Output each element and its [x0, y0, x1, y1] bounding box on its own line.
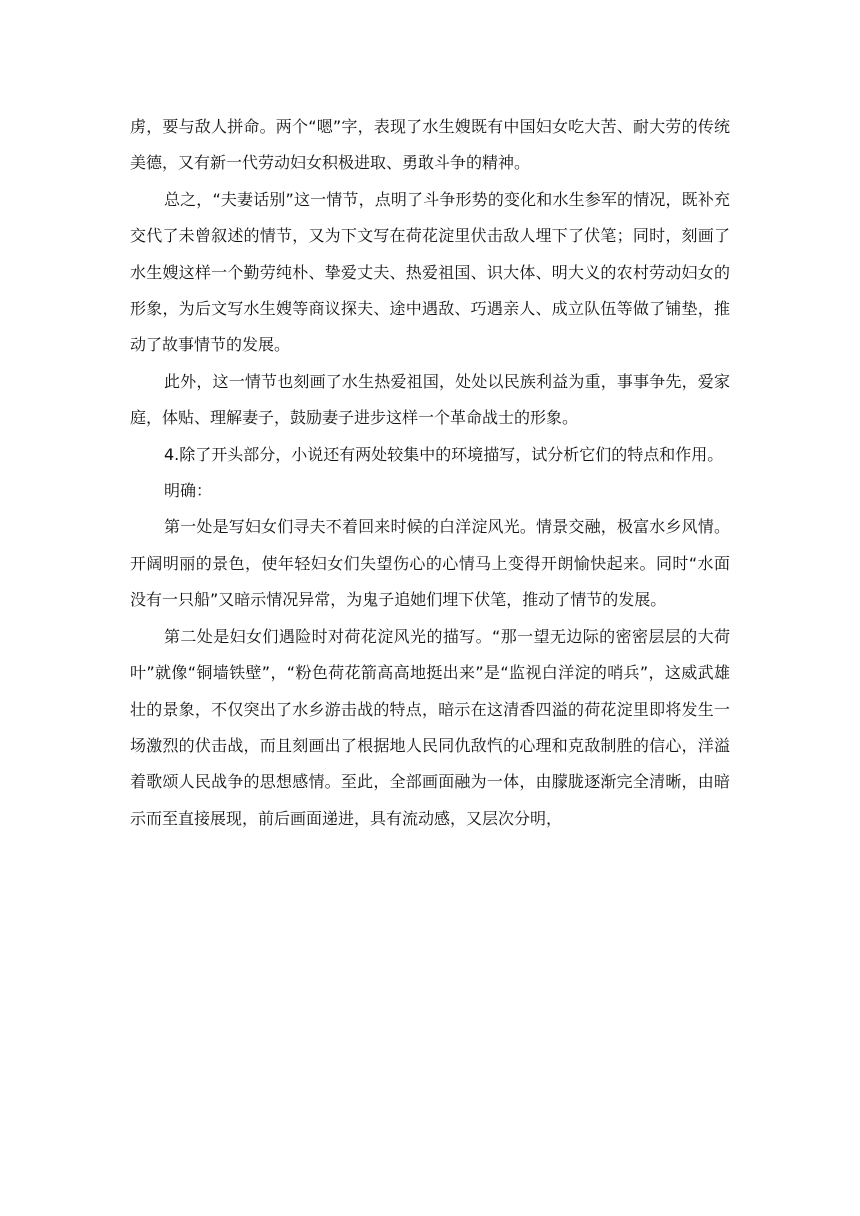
paragraph-second-scene: 第二处是妇女们遇险时对荷花淀风光的描写。“那一望无边际的密密层层的大荷叶”就像“铜墙铁壁”，“粉色荷花箭高高地挺出来”是“监视白洋淀的哨兵”，这威武雄壮的景象，不仅突出了水乡游击战的特点，暗示在这清香四溢的荷花淀里即将发生一场激烈的伏击战，而且刻画出了根据地人民同仇敌忾的心理和克敌制胜的信心，洋溢着歌颂人民战争的思想感情。至此，全部画面融为一体，由朦胧逐渐完全清晰，由暗示而至直接展现，前后画面递进，具有流动感，又层次分明，	[130, 626, 730, 828]
question-4: 4.除了开头部分，小说还有两处较集中的环境描写，试分析它们的特点和作用。	[164, 444, 724, 464]
paragraph-first-scene: 第一处是写妇女们寻夫不着回来时候的白洋淀风光。情景交融，极富水乡风情。开阔明丽的景色，使年轻妇女们失望伤心的心情马上变得开朗愉快起来。同时“水面没有一只船”又暗示情况异常，为鬼子追她们埋下伏笔，推动了情节的发展。	[130, 517, 730, 610]
paragraph-continuation: 虏，要与敌人拼命。两个“嗯”字，表现了水生嫂既有中国妇女吃大苦、耐大劳的传统美德，又有新一代劳动妇女积极进取、勇敢斗争的精神。	[130, 117, 730, 173]
paragraph-shuisheng-image: 此外，这一情节也刻画了水生热爱祖国，处处以民族利益为重，事事争先，爱家庭，体贴、理解妻子，鼓励妻子进步这样一个革命战士的形象。	[130, 371, 730, 428]
paragraph-summary: 总之，“夫妻话别”这一情节，点明了斗争形势的变化和水生参军的情况，既补充交代了未曾叙述的情节，又为下文写在荷花淀里伏击敌人埋下了伏笔；同时，刻画了水生嫂这样一个勤劳纯朴、挚爱丈夫、热爱祖国、识大体、明大义的农村劳动妇女的形象，为后文写水生嫂等商议探夫、途中遇敌、巧遇亲人、成立队伍等做了铺垫，推动了故事情节的发展。	[130, 189, 730, 355]
answer-label: 明确：	[164, 481, 213, 501]
document-page	[130, 109, 730, 837]
